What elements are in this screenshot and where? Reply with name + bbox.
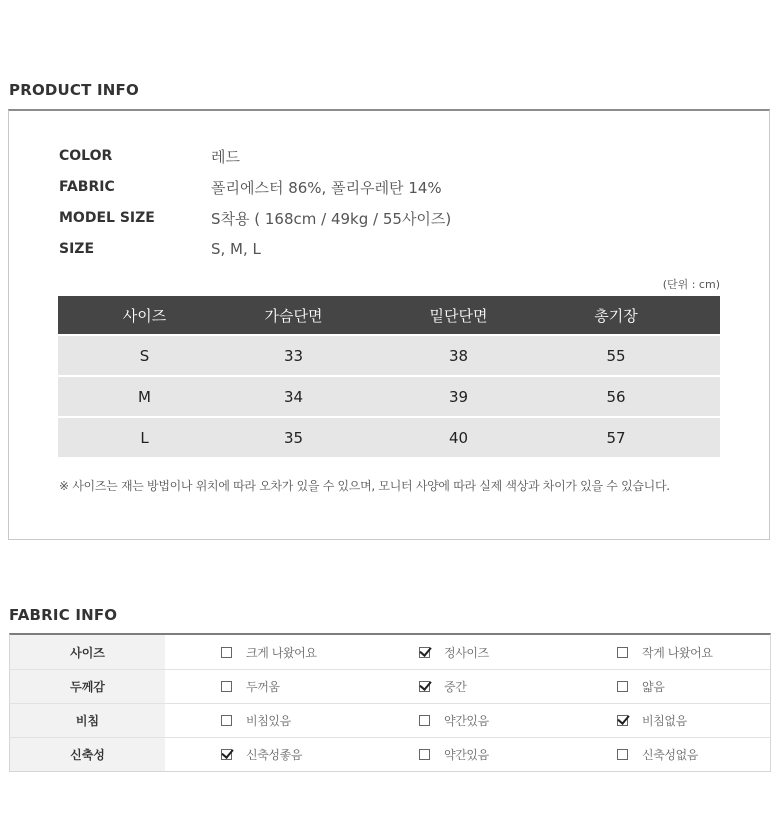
fabric-option <box>617 635 770 669</box>
fabric-option <box>419 704 617 737</box>
spec-key: SIZE <box>59 241 95 257</box>
checkbox-icon[interactable] <box>419 647 430 658</box>
fabric-option <box>165 704 419 737</box>
option-label: 중간 <box>444 680 467 694</box>
fabric-row-label: 신축성 <box>10 738 165 771</box>
spec-row-model-size <box>59 206 451 230</box>
unit-note: (단위 : cm) <box>662 278 720 291</box>
fabric-row-label: 두께감 <box>10 670 165 703</box>
table-cell: L <box>140 428 149 447</box>
checkbox-icon[interactable] <box>617 749 628 760</box>
spec-key: COLOR <box>59 148 113 164</box>
option-label: 정사이즈 <box>444 645 489 660</box>
spec-row-color <box>59 144 240 168</box>
product-info-title: PRODUCT INFO <box>9 81 139 99</box>
checkbox-icon[interactable] <box>419 715 430 726</box>
size-table-header <box>58 296 720 334</box>
checkbox-icon[interactable] <box>221 715 232 726</box>
checkbox-icon[interactable] <box>617 647 628 658</box>
fabric-row-size <box>10 635 770 669</box>
fabric-option <box>617 738 770 771</box>
spec-value: 폴리에스터 86%, 폴리우레탄 14% <box>211 178 442 197</box>
size-table <box>58 296 720 457</box>
option-label: 얇음 <box>642 680 665 694</box>
spec-key: FABRIC <box>59 179 115 195</box>
option-label: 두꺼움 <box>246 680 280 694</box>
checkbox-icon[interactable] <box>221 749 232 760</box>
checkbox-icon[interactable] <box>221 681 232 692</box>
table-cell: 34 <box>283 387 304 406</box>
fabric-info-table <box>9 633 771 772</box>
table-row <box>58 377 720 416</box>
table-cell: 57 <box>606 428 626 447</box>
table-cell: 39 <box>448 387 469 406</box>
checkbox-icon[interactable] <box>419 749 430 760</box>
fabric-option <box>165 738 419 771</box>
table-cell: 40 <box>448 428 469 447</box>
header-cell: 밑단단면 <box>429 306 488 325</box>
spec-value: 레드 <box>211 147 240 166</box>
fabric-option <box>617 670 770 703</box>
spec-key: MODEL SIZE <box>59 210 155 226</box>
table-cell: M <box>138 387 151 406</box>
table-cell: 55 <box>606 346 626 365</box>
fabric-row-label: 비침 <box>10 704 165 737</box>
checkbox-icon[interactable] <box>419 681 430 692</box>
table-cell: S <box>139 346 150 365</box>
table-cell: 38 <box>448 346 469 365</box>
table-cell: 35 <box>283 428 304 447</box>
size-notice: ※ 사이즈는 재는 방법이나 위치에 따라 오차가 있을 수 있으며, 모니터 사양에 따라 실제 색상과 차이가 있을 수 있습니다. <box>59 479 670 493</box>
option-label: 크게 나왔어요 <box>246 645 317 660</box>
product-info-box <box>8 109 770 540</box>
fabric-info-title: FABRIC INFO <box>9 606 118 624</box>
option-label: 신축성좋음 <box>246 748 302 762</box>
spec-row-fabric <box>59 175 442 199</box>
fabric-row-stretch <box>10 737 770 771</box>
header-cell: 총기장 <box>594 306 638 325</box>
checkbox-icon[interactable] <box>617 715 628 726</box>
spec-row-size <box>59 237 261 261</box>
checkbox-icon[interactable] <box>617 681 628 692</box>
fabric-row-sheerness <box>10 703 770 737</box>
fabric-row-thickness <box>10 669 770 703</box>
option-label: 약간있음 <box>444 748 489 762</box>
option-label: 비침없음 <box>642 714 687 728</box>
table-cell: 56 <box>606 387 626 406</box>
fabric-option <box>165 635 419 669</box>
option-label: 작게 나왔어요 <box>642 645 713 660</box>
option-label: 신축성없음 <box>642 748 698 762</box>
spec-value: S착용 ( 168cm / 49kg / 55사이즈) <box>211 209 452 228</box>
table-row <box>58 336 720 375</box>
fabric-option <box>165 670 419 703</box>
fabric-option <box>419 670 617 703</box>
option-label: 약간있음 <box>444 714 489 728</box>
header-cell: 가슴단면 <box>264 306 323 325</box>
fabric-row-label: 사이즈 <box>10 635 165 669</box>
checkbox-icon[interactable] <box>221 647 232 658</box>
table-row <box>58 418 720 457</box>
fabric-option <box>419 635 617 669</box>
header-cell: 사이즈 <box>122 306 167 325</box>
fabric-option <box>419 738 617 771</box>
spec-value: S, M, L <box>211 240 261 258</box>
fabric-option <box>617 704 770 737</box>
table-cell: 33 <box>283 346 304 365</box>
option-label: 비침있음 <box>246 714 291 728</box>
